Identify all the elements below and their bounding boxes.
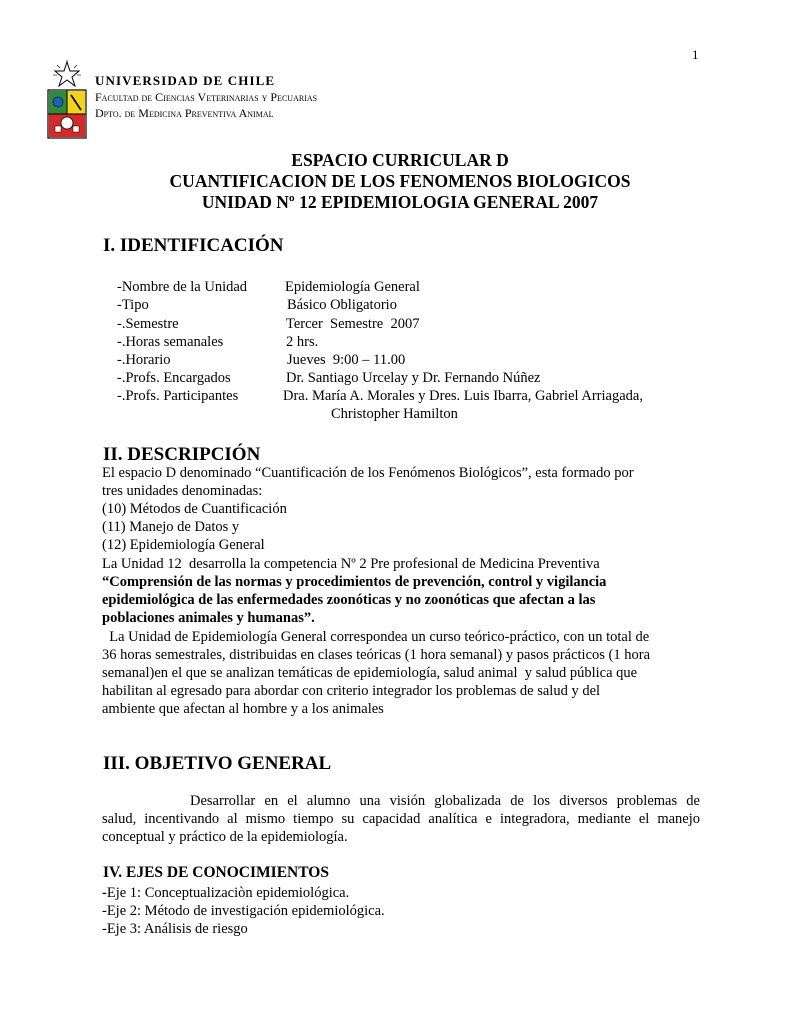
section-ejes-heading: IV. EJES DE CONOCIMIENTOS [103, 864, 329, 881]
id-label-semestre: -.Semestre [117, 316, 179, 332]
university-name: UNIVERSIDAD DE CHILE [95, 73, 276, 88]
eje-item-text: Eje 1: Conceptualizaciòn epidemiológica. [106, 885, 350, 901]
descripcion-line: La Unidad 12 desarrolla la competencia Nº 2 Pre profesional de Medicina Preventiva [102, 556, 600, 572]
section-identificacion-heading: I. IDENTIFICACIÓN [103, 235, 284, 256]
id-value-tipo: Básico Obligatorio [287, 297, 397, 313]
descripcion-line: El espacio D denominado “Cuantificación de los Fenómenos Biológicos”, esta formado por [102, 465, 634, 481]
objetivo-line: salud, incentivando al mismo tiempo su capacidad analítica e integradora, mediante el manejo [102, 811, 700, 827]
descripcion-line: (11) Manejo de Datos y [102, 519, 240, 535]
title-line-2: CUANTIFICACION DE LOS FENOMENOS BIOLOGICOS [169, 171, 631, 191]
id-label-horario: -.Horario [117, 352, 171, 368]
id-value-nombre: Epidemiología General [285, 279, 420, 295]
competencia-bold-line: “Comprensión de las normas y procedimientos de prevención, control y vigilancia [102, 574, 607, 590]
id-value-horas: 2 hrs. [286, 334, 319, 350]
descripcion-paragraph-line: La Unidad de Epidemiología General correspondea un curso teórico-práctico, con un total de [102, 629, 650, 645]
id-label-nombre: -Nombre de la Unidad [117, 279, 248, 295]
descripcion-line: tres unidades denominadas: [102, 483, 263, 499]
university-logo [46, 60, 88, 142]
id-label-encargados: -.Profs. Encargados [117, 370, 231, 386]
faculty-name: Facultad de Ciencias Veterinarias y Pecuarias [95, 90, 318, 104]
objetivo-line: conceptual y práctico de la epidemiología. [102, 829, 348, 845]
title-line-3: UNIDAD Nº 12 EPIDEMIOLOGIA GENERAL 2007 [201, 192, 599, 212]
id-label-horas: -.Horas semanales [117, 334, 224, 350]
eje-item: -Eje 2: Método de investigación epidemiológica. [102, 903, 385, 919]
descripcion-paragraph-line: ambiente que afectan al hombre y a los animales [102, 701, 384, 717]
id-value-semestre: Tercer Semestre 2007 [286, 316, 420, 332]
competencia-bold-line: epidemiológica de las enfermedades zoonóticas y no zoonóticas que afectan a las [102, 592, 596, 608]
page-number: 1 [692, 47, 699, 62]
eje-item: -Eje 3: Análisis de riesgo [102, 921, 248, 937]
id-label-tipo: -Tipo [117, 297, 149, 313]
objetivo-line: Desarrollar en el alumno una visión globalizada de los diversos problemas de [190, 793, 700, 809]
descripcion-paragraph-line: habilitan al egresado para abordar con criterio integrador los problemas de salud y del [102, 683, 601, 699]
department-name: Dpto. de Medicina Preventiva Animal [95, 106, 274, 120]
descripcion-paragraph-line: 36 horas semestrales, distribuidas en clases teóricas (1 hora semanal) y pasos prácticos (1 hora [102, 647, 651, 663]
eje-bullet: - [102, 885, 107, 901]
eje-item [102, 885, 349, 902]
descripcion-line: (12) Epidemiología General [102, 537, 265, 553]
title-line-1: ESPACIO CURRICULAR D [291, 150, 509, 170]
id-value-encargados: Dr. Santiago Urcelay y Dr. Fernando Núñez [286, 370, 541, 386]
competencia-bold-line: poblaciones animales y humanas”. [102, 610, 315, 626]
descripcion-line: (10) Métodos de Cuantificación [102, 501, 287, 517]
descripcion-paragraph-line: semanal)en el que se analizan temáticas de epidemiología, salud animal y salud pública que [102, 665, 638, 681]
section-descripcion-heading: II. DESCRIPCIÓN [103, 444, 261, 465]
id-value-participantes-cont: Christopher Hamilton [331, 406, 458, 422]
id-value-participantes: Dra. María A. Morales y Dres. Luis Ibarra, Gabriel Arriagada, [283, 388, 643, 404]
id-label-participantes: -.Profs. Participantes [117, 388, 239, 404]
id-value-horario: Jueves 9:00 – 11.00 [287, 352, 406, 368]
section-objetivo-heading: III. OBJETIVO GENERAL [103, 753, 332, 774]
